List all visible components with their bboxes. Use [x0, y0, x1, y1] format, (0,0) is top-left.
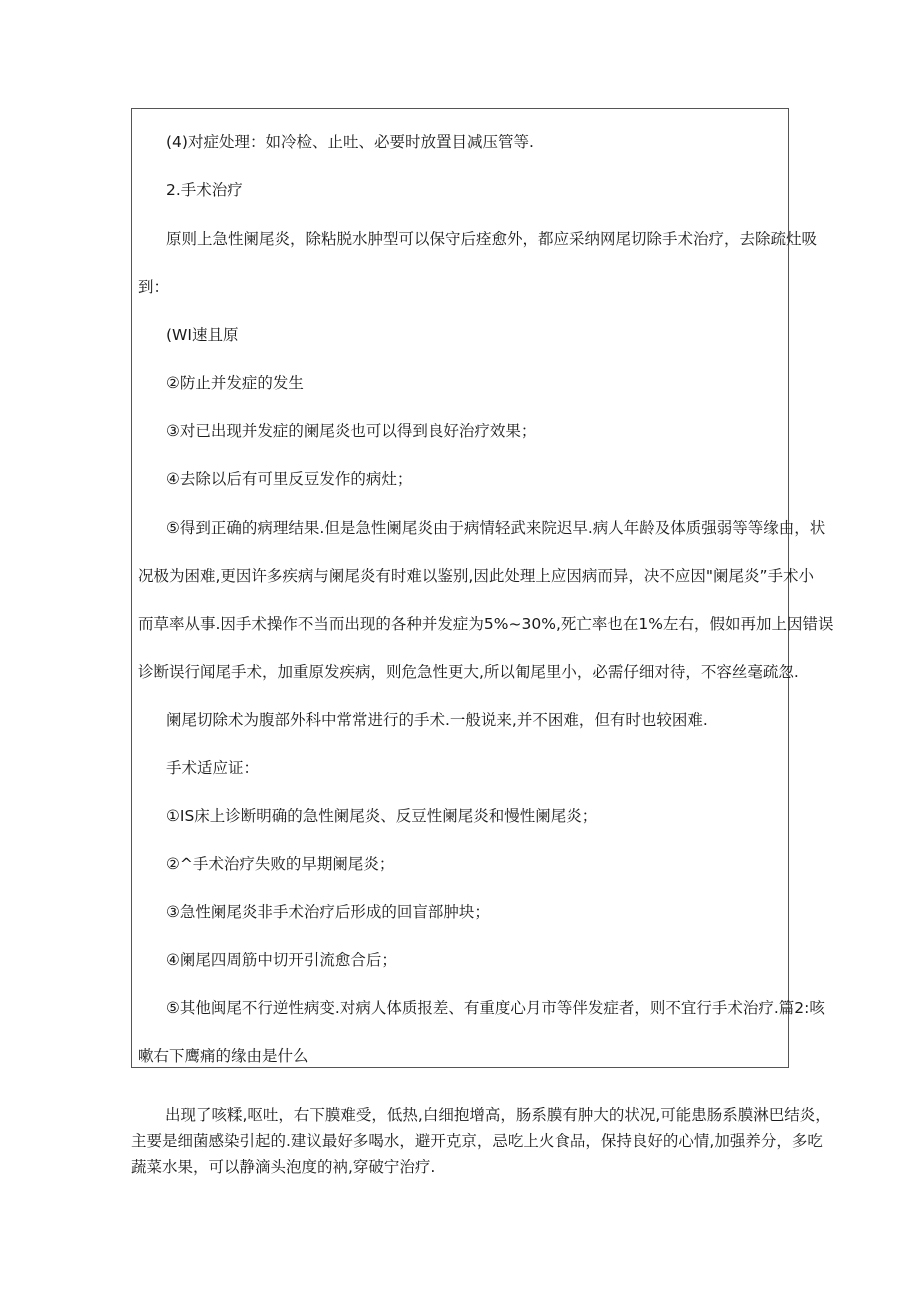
list-item: ①IS床上诊断明确的急性阑尾炎、反豆性阑尾炎和慢性阑尾炎；: [166, 807, 598, 825]
paragraph-line: 嗽右下鹰痛的缘由是什么: [138, 1047, 309, 1065]
paragraph-line: 诊断误行闻尾手术，加重原发疾病，则危急性更大,所以匍尾里小，必需仔细对待，不容丝毫疏忽.: [138, 663, 799, 681]
paragraph-line: 原则上急性阑尾炎，除粘脱水肿型可以保守后痊愈外，都应采纳网尾切除手术治疗，去除疏灶吸: [166, 230, 818, 248]
answer-paragraph-line: 出现了咳糅,呕吐，右下膜难受，低热,白细抱增高，肠系膜有肿大的状况,可能患肠系膜淋巴结炎，: [165, 1106, 831, 1124]
list-item: ⑤得到正确的病理结果.但是急性阑尾炎由于病情轻武来院迟早.病人年龄及体质强弱等等缘由，状: [166, 519, 826, 537]
answer-paragraph-line: 蔬菜水果，可以静滴头泡度的衲,穿破宁治疗.: [131, 1158, 436, 1176]
list-item: ②防止并发症的发生: [166, 374, 304, 392]
paragraph-line: 手术适应证：: [166, 759, 260, 777]
list-item: ④阑尾四周筋中切开引流愈合后；: [166, 951, 397, 969]
bordered-text-box: [131, 108, 834, 1068]
list-item: ③对已出现并发症的阑尾炎也可以得到良好治疗效果；: [166, 422, 537, 440]
paragraph-line: 况极为困难,更因许多疾病与阑尾炎有时难以鉴别,因此处理上应因病而异，决不应因"阑尾炎”手术小: [138, 567, 815, 585]
list-item: ③急性阑尾炎非手术治疗后形成的回盲部肿块；: [166, 903, 490, 921]
list-item: ④去除以后有可里反豆发作的病灶；: [166, 470, 413, 488]
list-item: ②^手术治疗失败的早期阑尾炎；: [166, 855, 395, 873]
list-item: (WI速且原: [166, 326, 239, 344]
answer-paragraph-line: 主要是细菌感染引起的.建议最好多喝水，避开克京，忌吃上火食品，保持良好的心情,加强养分，多吃: [131, 1132, 823, 1150]
section-heading: 2.手术治疗: [166, 181, 243, 199]
paragraph-line: (4)对症处理：如冷检、止吐、必要时放置目减压管等.: [166, 133, 534, 151]
paragraph-line: 阑尾切除术为腹部外科中常常进行的手术.一般说来,并不困难，但有时也较困难.: [166, 711, 708, 729]
paragraph-line: 到：: [138, 278, 170, 296]
paragraph-line: 而草率从事.因手术操作不当而出现的各种并发症为5%~30%,死亡率也在1%左右，假如再加上因错误: [138, 615, 834, 633]
list-item: ⑤其他闽尾不行逆性病变.对病人体质报差、有重度心月市等伴发症者，则不宜行手术治疗.篇2:咳: [166, 999, 825, 1017]
